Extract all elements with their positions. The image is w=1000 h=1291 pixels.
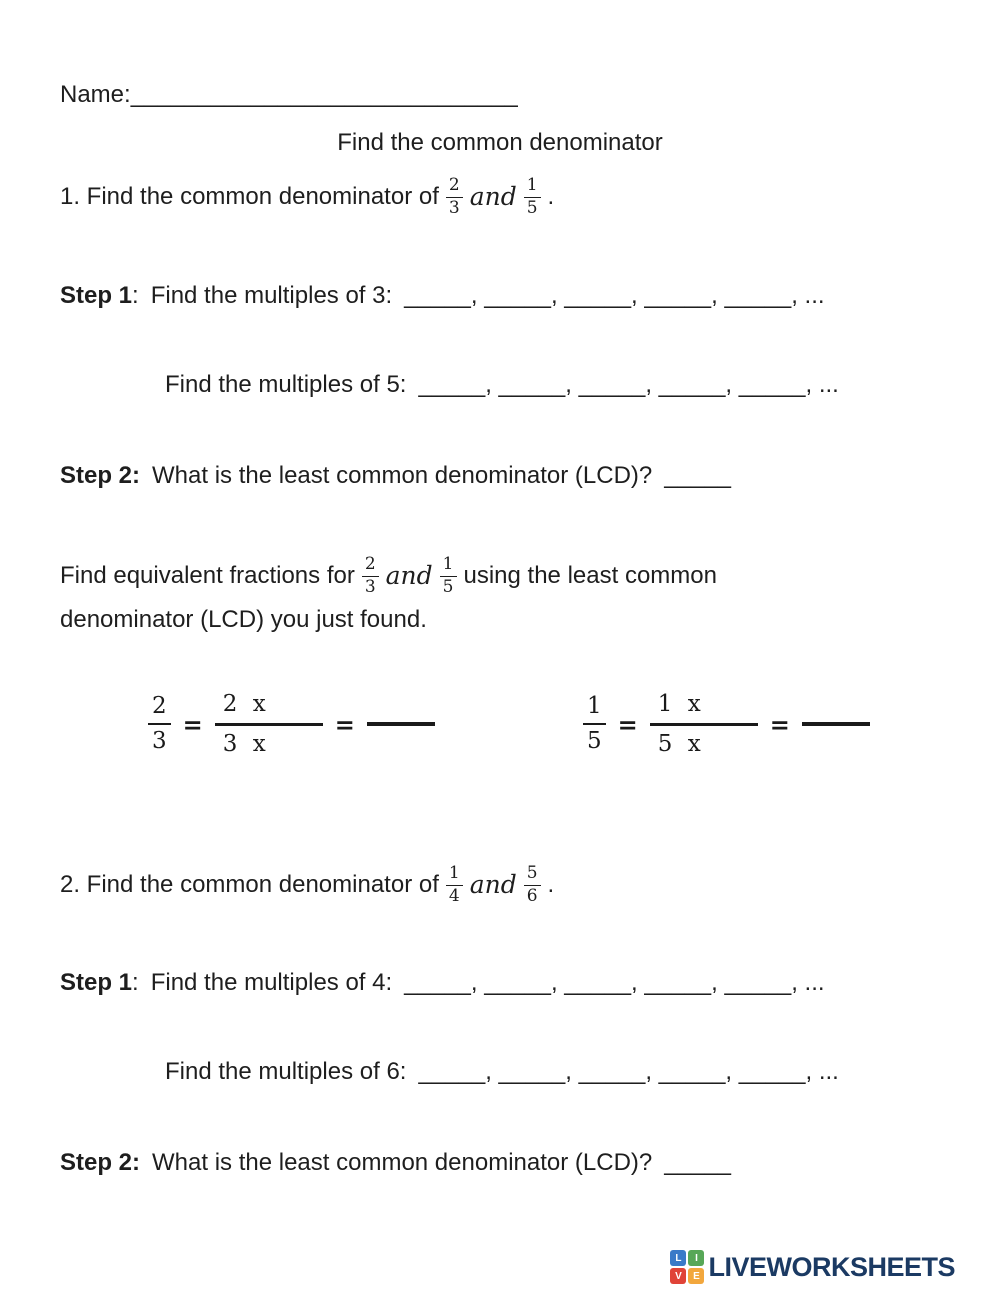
period: . bbox=[547, 871, 555, 898]
equiv-text-before: Find equivalent fractions for bbox=[60, 562, 355, 589]
conjunction-and: and bbox=[385, 561, 433, 590]
page-title: Find the common denominator bbox=[337, 129, 663, 156]
liveworksheets-logo[interactable] bbox=[670, 1250, 955, 1284]
logo-square-l: L bbox=[670, 1250, 686, 1266]
question-1 bbox=[60, 167, 554, 227]
fraction-two-thirds: $\frac{2}{3}$ bbox=[446, 176, 463, 218]
q1-step2-text: What is the least common denominator (LCD)? bbox=[152, 462, 653, 489]
logo-square-i: I bbox=[688, 1250, 704, 1266]
name-label: Name: bbox=[60, 81, 131, 108]
equals-sign: = bbox=[182, 709, 203, 739]
colon: : bbox=[132, 462, 141, 489]
q1-multiples-of-3-blanks[interactable]: _____, _____, _____, _____, _____, ... bbox=[404, 282, 825, 309]
equals-sign: = bbox=[334, 709, 355, 739]
equiv-paragraph-line1 bbox=[60, 546, 717, 606]
equals-sign: = bbox=[769, 709, 790, 739]
q2-step1-text: Find the multiples of 4: bbox=[150, 969, 393, 996]
liveworksheets-logo-text: LIVEWORKSHEETS bbox=[708, 1251, 955, 1282]
name-blank[interactable]: _____________________________ bbox=[130, 81, 518, 108]
liveworksheets-logo-icon bbox=[670, 1250, 704, 1284]
name-row bbox=[60, 80, 518, 110]
step1-label: Step 1 bbox=[60, 969, 133, 996]
q2-multiples-of-4-blanks[interactable]: _____, _____, _____, _____, _____, ... bbox=[404, 969, 825, 996]
colon: : bbox=[132, 1149, 141, 1176]
fraction-with-multiplier[interactable]: $\frac{2 x}{3 x}$ bbox=[215, 690, 323, 759]
equivalent-fraction-equation-1 bbox=[148, 687, 435, 761]
q1-step1b-text: Find the multiples of 5: bbox=[165, 371, 407, 398]
q2-step2-row bbox=[60, 1148, 731, 1178]
step1-label: Step 1 bbox=[60, 282, 133, 309]
q2-multiples-of-6-blanks[interactable]: _____, _____, _____, _____, _____, ... bbox=[418, 1058, 839, 1085]
colon: : bbox=[132, 969, 139, 996]
q2-step1-row bbox=[60, 968, 825, 998]
fraction-two-thirds: $\frac{2}{3}$ bbox=[148, 692, 171, 756]
fraction-two-thirds: $\frac{2}{3}$ bbox=[362, 555, 379, 597]
logo-square-v: V bbox=[670, 1268, 686, 1284]
fraction-one-fifth: $\frac{1}{5}$ bbox=[583, 692, 606, 756]
q2-step1b-text: Find the multiples of 6: bbox=[165, 1058, 407, 1085]
q2-step1b-row bbox=[165, 1057, 839, 1087]
fraction-one-fifth: $\frac{1}{5}$ bbox=[440, 555, 457, 597]
period: . bbox=[547, 183, 555, 210]
equals-sign: = bbox=[617, 709, 638, 739]
step2-label: Step 2 bbox=[60, 1149, 133, 1176]
fraction-one-fifth: $\frac{1}{5}$ bbox=[524, 176, 541, 218]
q1-lcd-blank[interactable]: _____ bbox=[664, 462, 731, 489]
q1-step2-row bbox=[60, 461, 731, 491]
q2-step2-text: What is the least common denominator (LCD)? bbox=[152, 1149, 653, 1176]
equiv-text-after: using the least common bbox=[463, 562, 717, 589]
conjunction-and: and bbox=[469, 182, 517, 211]
question-2-text: 2. Find the common denominator of bbox=[60, 871, 439, 898]
fraction-one-fourth: $\frac{1}{4}$ bbox=[446, 864, 463, 906]
q2-lcd-blank[interactable]: _____ bbox=[664, 1149, 731, 1176]
equiv-paragraph-line2: denominator (LCD) you just found. bbox=[60, 606, 427, 633]
step2-label: Step 2 bbox=[60, 462, 133, 489]
q1-step1b-row bbox=[165, 370, 839, 400]
colon: : bbox=[132, 282, 139, 309]
answer-blank[interactable] bbox=[367, 722, 435, 726]
fraction-with-multiplier[interactable]: $\frac{1 x}{5 x}$ bbox=[650, 690, 758, 759]
question-1-text: 1. Find the common denominator of bbox=[60, 183, 439, 210]
q1-step1-text: Find the multiples of 3: bbox=[150, 282, 393, 309]
q1-step1-row bbox=[60, 281, 825, 311]
logo-square-e: E bbox=[688, 1268, 704, 1284]
answer-blank[interactable] bbox=[802, 722, 870, 726]
equivalent-fraction-equation-2 bbox=[583, 687, 870, 761]
q1-multiples-of-5-blanks[interactable]: _____, _____, _____, _____, _____, ... bbox=[418, 371, 839, 398]
fraction-five-sixths: $\frac{5}{6}$ bbox=[524, 864, 541, 906]
question-2 bbox=[60, 855, 554, 915]
conjunction-and: and bbox=[469, 870, 517, 899]
